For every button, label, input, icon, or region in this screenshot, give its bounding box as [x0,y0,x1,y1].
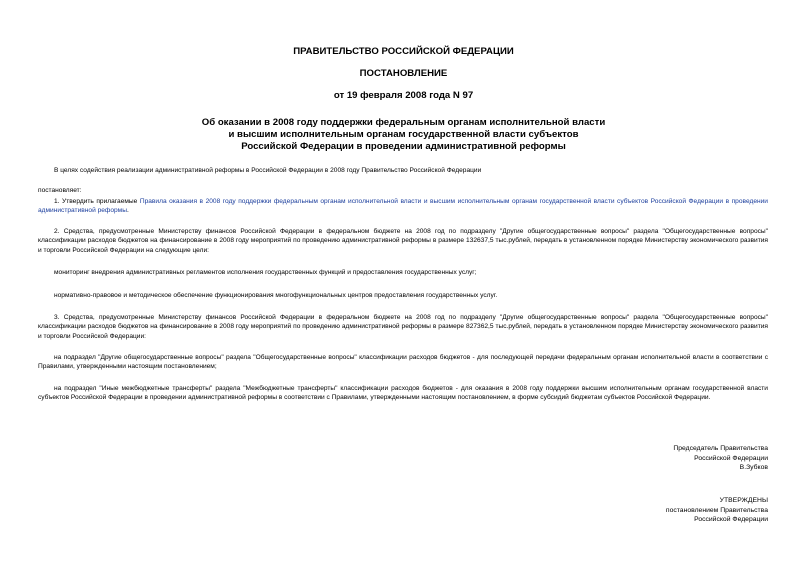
signature-block [568,444,768,473]
rules-link[interactable]: Правила оказания в 2008 году поддержки федеральным органам исполнительной власти и высшим исполнительным органам государственной власти субъектов Российской Федерации в проведении административной реформы [38,198,768,215]
item-2a-paragraph: мониторинг внедрения административных регламентов исполнения государственных функций и предоставления государственных услуг; [54,269,477,276]
approval-authority: постановлением Правительства [665,506,768,514]
approval-organization: Российской Федерации [694,516,768,524]
approval-heading: УТВЕРЖДЕНЫ [719,497,768,504]
item-3b-paragraph: на подраздел "Иные межбюджетные трансферты" раздела "Межбюджетные трансферты" классификации расходов бюджетов - для оказания в 2008 году поддержки высшим исполнительным органам государственной власти субъектов Российской Федерации в проведении административной реформы в соответствии с Правилами, утвержденными настоящим постановлением, в форме субсидий бюджетам субъектов Российской Федерации. [38,385,768,402]
item-1-suffix: . [126,207,129,215]
item-1-paragraph [38,197,768,216]
item-3a-paragraph: на подраздел "Другие общегосударственные вопросы" раздела "Общегосударственные вопросы" классификации расходов бюджетов - для последующей передачи федеральным органам исполнительной власти в соответствии с Правилами, утвержденными настоящим постановлением; [38,354,768,371]
signature-name: В.Зубков [739,464,768,472]
item-3-paragraph: 3. Средства, предусмотренные Министерству финансов Российской Федерации в федеральном бюджете на 2008 год по подразделу "Другие общегосударственные вопросы" раздела "Общегосударственные вопросы" классификации расходов бюджетов на финансирование в 2008 году мероприятий по проведению административной реформы в размере 827362,5 тыс.рублей, передать в установленном порядке Министерству экономического развития и торговли Российской Федерации: [38,314,768,340]
document-title: Об оказании в 2008 году поддержки федеральным органам исполнительной власти и высшим исполнительным органам государственной власти субъектов Российской Федерации в проведении административной реформы [201,117,606,152]
item-2-paragraph: 2. Средства, предусмотренные Министерству финансов Российской Федерации в федеральном бюджете на 2008 год по подразделу "Другие общегосударственные вопросы" раздела "Общегосударственные вопросы" классификации расходов бюджетов на финансирование в 2008 году мероприятий по проведению административной реформы в размере 132637,5 тыс.рублей, передать в установленном порядке Министерству экономического развития и торговли Российской Федерации на следующие цели: [38,228,768,254]
item-1-prefix: 1. Утвердить прилагаемые [54,198,140,205]
intro-paragraph: В целях содействия реализации административной реформы в Российской Федерации в 2008 году Правительство Российской Федерации [54,167,482,174]
signature-organization: Российской Федерации [694,454,768,462]
government-heading: ПРАВИТЕЛЬСТВО РОССИЙСКОЙ ФЕДЕРАЦИИ [293,46,514,57]
item-2b-paragraph: нормативно-правовое и методическое обеспечение функционирования многофункциональных центров предоставления государственных услуг. [54,292,498,299]
date-number-heading: от 19 февраля 2008 года N 97 [333,90,474,101]
signature-position: Председатель Правительства [673,445,768,452]
decrees-paragraph: постановляет: [38,187,82,194]
approval-block [568,496,768,525]
document-type-heading: ПОСТАНОВЛЕНИЕ [359,68,448,79]
